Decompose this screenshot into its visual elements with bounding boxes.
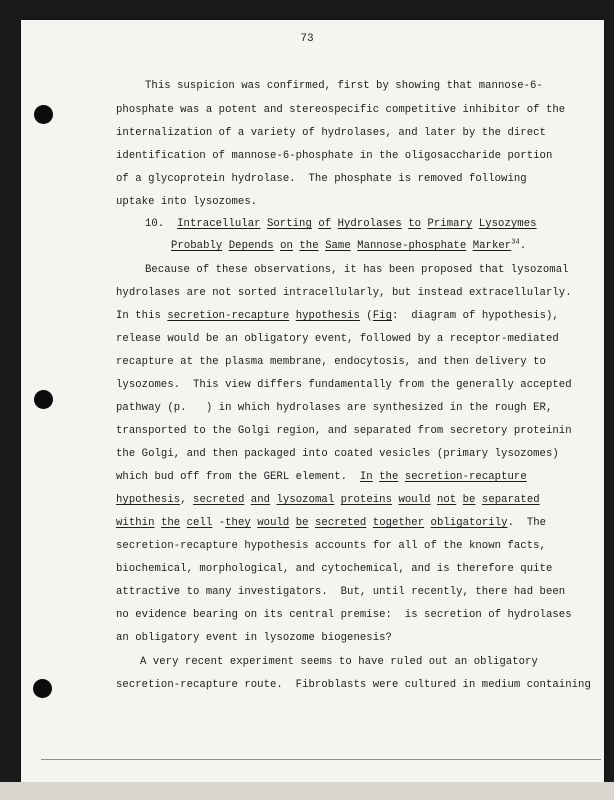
underlined-word: be: [462, 494, 476, 506]
paragraph2-line-10: [116, 471, 527, 483]
paragraph3-line-2: secretion-recapture route. Fibroblasts were cultured in medium containing: [116, 679, 591, 691]
underlined-word: hypothesis: [116, 494, 181, 506]
underlined-word: not: [436, 494, 457, 506]
underlined-word: would: [257, 517, 290, 529]
underlined-word: cell: [186, 517, 213, 529]
text-run: : diagram of hypothesis),: [392, 310, 559, 322]
underlined-term: hypothesis: [295, 310, 360, 322]
heading-end: .: [519, 240, 527, 252]
paragraph1-line-4: identification of mannose-6-phosphate in the oligosaccharide portion: [116, 150, 553, 162]
underlined-word: proteins: [340, 494, 393, 506]
text-run: -: [212, 517, 226, 529]
underlined-word: In: [359, 471, 373, 483]
text-run: In this: [116, 310, 168, 322]
paragraph2-line-13: secretion-recapture hypothesis accounts for all of the known facts,: [116, 540, 546, 552]
paragraph2-line-2: hydrolases are not sorted intracellularly, but instead extracellularly.: [116, 287, 572, 299]
underlined-word: together: [372, 517, 425, 529]
underlined-word: lysozomal: [276, 494, 335, 506]
text-run: (: [359, 310, 373, 322]
paragraph2-line-11: [116, 494, 540, 506]
underlined-word: the: [160, 517, 181, 529]
heading-word: Primary: [427, 218, 473, 230]
underlined-word: separated: [481, 494, 540, 506]
section-heading-line-2: [171, 240, 526, 252]
heading-word: Depends: [228, 240, 274, 252]
underlined-word: secretion-recapture: [404, 471, 527, 483]
page-number: 73: [300, 33, 314, 45]
paragraph2-line-12: [116, 517, 546, 529]
text-run: . The: [507, 517, 547, 529]
binder-hole-middle: [34, 390, 53, 409]
underlined-word: they: [225, 517, 251, 529]
paragraph2-line-8: transported to the Golgi region, and separated from secretory proteinin: [116, 425, 572, 437]
heading-word: Sorting: [266, 218, 312, 230]
paragraph1-line-1: This suspicion was confirmed, first by showing that mannose-6-: [145, 80, 543, 92]
figure-reference: Fig: [372, 310, 392, 322]
heading-word: Lysozymes: [478, 218, 537, 230]
heading-word: on: [280, 240, 293, 252]
underlined-word: within: [116, 517, 155, 529]
underlined-word: and: [250, 494, 271, 506]
paragraph2-line-17: an obligatory event in lysozome biogenesis?: [116, 632, 392, 644]
underlined-word: secreted: [193, 494, 245, 506]
paragraph1-line-6: uptake into lysozomes.: [116, 196, 258, 208]
text-run: ,: [180, 494, 194, 506]
footnote-reference: 34: [511, 238, 520, 247]
heading-word: Mannose-phosphate: [357, 240, 467, 252]
paragraph2-line-16: no evidence bearing on its central premise: is secretion of hydrolases: [116, 609, 572, 621]
section-heading-line-1: [145, 218, 537, 230]
paragraph2-line-7: pathway (p. ) in which hydrolases are synthesized in the rough ER,: [116, 402, 553, 414]
paragraph2-line-3: [116, 310, 559, 322]
paragraph1-line-2: phosphate was a potent and stereospecific competitive inhibitor of the: [116, 104, 566, 116]
underlined-word: secreted: [315, 517, 367, 529]
heading-word: Intracellular: [177, 218, 261, 230]
underlined-word: be: [295, 517, 309, 529]
binder-hole-top: [34, 105, 53, 124]
paragraph2-line-15: attractive to many investigators. But, until recently, there had been: [116, 586, 566, 598]
paragraph2-line-4: release would be an obligatory event, followed by a receptor-mediated: [116, 333, 559, 345]
heading-word: the: [299, 240, 319, 252]
paragraph1-line-5: of a glycoprotein hydrolase. The phosphate is removed following: [116, 173, 527, 185]
underlined-word: would: [398, 494, 431, 506]
paragraph3-line-1: A very recent experiment seems to have ruled out an obligatory: [140, 656, 538, 668]
heading-word: Marker: [472, 240, 512, 252]
paragraph2-line-9: the Golgi, and then packaged into coated vesicles (primary lysozomes): [116, 448, 559, 460]
scan-bottom-edge: [0, 782, 614, 800]
heading-word: Hydrolases: [337, 218, 402, 230]
paragraph2-line-5: recapture at the plasma membrane, endocytosis, and then delivery to: [116, 356, 546, 368]
paragraph2-line-14: biochemical, morphological, and cytochemical, and is therefore quite: [116, 563, 553, 575]
heading-word: to: [408, 218, 422, 230]
heading-word: of: [318, 218, 332, 230]
paragraph2-line-1: Because of these observations, it has been proposed that lysozomal: [145, 264, 569, 276]
underlined-term: secretion-recapture: [167, 310, 290, 322]
heading-word: Probably: [171, 240, 223, 252]
heading-word: Same: [325, 240, 351, 252]
underlined-word: obligatorily: [430, 517, 508, 529]
text-run: which bud off from the GERL element.: [116, 471, 360, 483]
paragraph1-line-3: internalization of a variety of hydrolases, and later by the direct: [116, 127, 546, 139]
heading-number: 10.: [145, 218, 165, 230]
binder-hole-bottom: [33, 679, 52, 698]
paragraph2-line-6: lysozomes. This view differs fundamentally from the generally accepted: [116, 379, 572, 391]
underlined-word: the: [379, 471, 399, 483]
bottom-rule-line: [41, 759, 601, 760]
